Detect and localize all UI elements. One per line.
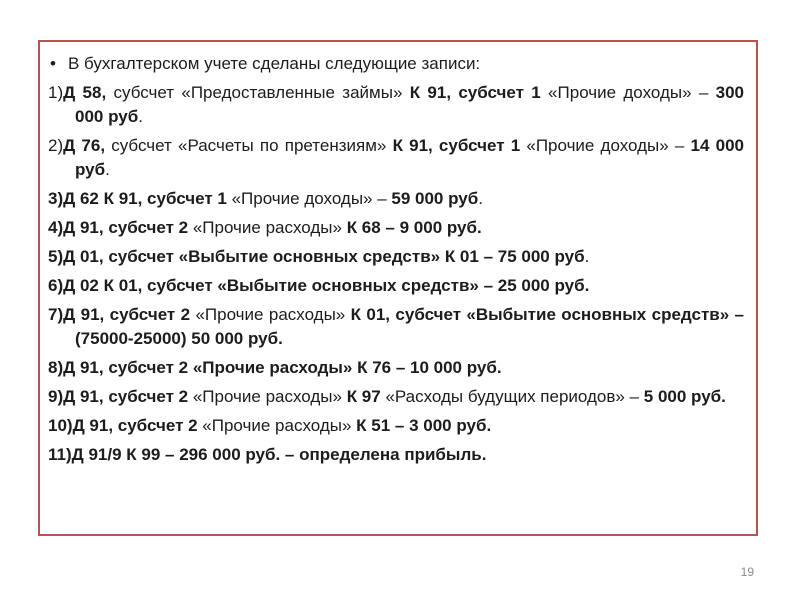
entry-number: 5) (48, 247, 64, 266)
entry-text: субсчет «Расчеты по претензиям» (105, 136, 393, 155)
entry-credit: К 51 – 3 000 руб. (356, 416, 492, 435)
entry-debit: Д 91, субсчет 2 (63, 218, 189, 237)
entry-11 (48, 443, 744, 467)
entry-credit: К 97 (346, 387, 381, 406)
entry-text: «Прочие доходы» – (520, 136, 691, 155)
entry-amount: 14 000 руб (75, 136, 744, 179)
entry-text: субсчет «Предоставленные займы» (106, 83, 410, 102)
entry-number: 3) (48, 189, 64, 208)
entry-10 (48, 414, 744, 438)
entry-credit: К 01, субсчет «Выбытие основных средств» – (75000-25000) 50 000 руб. (75, 305, 745, 348)
entry-debit: Д 58, (63, 83, 107, 102)
entry-text: . (478, 189, 483, 208)
entry-amount: 5 000 руб. (643, 387, 726, 406)
bullet-icon: • (50, 54, 56, 73)
entry-7 (48, 303, 744, 351)
entry-text: «Расходы будущих периодов» – (380, 387, 644, 406)
entry-number: 10) (48, 416, 73, 435)
entry-number: 6) (48, 276, 64, 295)
entry-text: «Прочие расходы» (197, 416, 357, 435)
entry-debit: Д 91, субсчет 2 «Прочие расходы» К 76 – 10 000 руб. (63, 358, 502, 377)
entry-9 (48, 385, 744, 409)
entry-text: «Прочие доходы» – (226, 189, 392, 208)
entry-credit: К 68 – 9 000 руб. (346, 218, 482, 237)
entry-text: «Прочие доходы» – (540, 83, 716, 102)
entry-8 (48, 356, 744, 380)
entry-number: 2) (48, 136, 64, 155)
entry-text: . (105, 160, 110, 179)
entry-text: . (138, 107, 143, 126)
entry-text: «Прочие расходы» (188, 218, 347, 237)
entry-number: 11) (48, 445, 72, 464)
entry-debit: Д 91, субсчет 2 (63, 387, 189, 406)
entry-debit: Д 91, субсчет 2 (72, 416, 198, 435)
entry-text: «Прочие расходы» (190, 305, 351, 324)
entry-amount: 59 000 руб (391, 189, 479, 208)
entry-4 (48, 216, 744, 240)
entry-credit: К 91, субсчет 1 (392, 136, 521, 155)
entry-text: «Прочие расходы» (188, 387, 347, 406)
entry-5 (48, 245, 744, 269)
entry-6 (48, 274, 744, 298)
entry-number: 4) (48, 218, 64, 237)
entry-number: 1) (48, 83, 64, 102)
entry-text: . (584, 247, 590, 266)
entry-debit: Д 01, субсчет «Выбытие основных средств» К 01 – 75 000 руб (63, 247, 585, 266)
entry-debit: Д 62 К 91, субсчет 1 (63, 189, 227, 208)
entry-3 (48, 187, 744, 211)
entry-debit: Д 76, (63, 136, 106, 155)
intro-text: В бухгалтерском учете сделаны следующие записи: (68, 54, 481, 73)
entries-list (48, 52, 744, 472)
entry-number: 8) (48, 358, 64, 377)
slide-number: 19 (740, 565, 754, 579)
entry-debit: Д 02 К 01, субсчет «Выбытие основных средств» – 25 000 руб. (63, 276, 590, 295)
entry-debit: Д 91, субсчет 2 (63, 305, 191, 324)
entry-credit: К 91, субсчет 1 (409, 83, 541, 102)
entry-debit: Д 91/9 К 99 – 296 000 руб. – определена прибыль. (71, 445, 487, 464)
entry-number: 7) (48, 305, 64, 324)
entry-1 (48, 81, 744, 129)
intro-line (48, 52, 744, 76)
entry-2 (48, 134, 744, 182)
entry-amount: 300 000 руб (75, 83, 745, 126)
entry-number: 9) (48, 387, 64, 406)
